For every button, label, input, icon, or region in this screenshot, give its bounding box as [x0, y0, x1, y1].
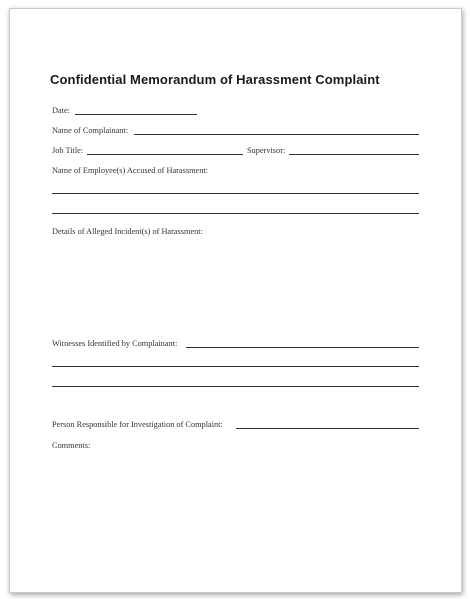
- accused-line-1[interactable]: [52, 193, 419, 194]
- comments-label: Comments:: [52, 441, 91, 450]
- details-label: Details of Alleged Incident(s) of Harassment:: [52, 227, 203, 236]
- job-title-label: Job Title:: [52, 146, 84, 155]
- supervisor-label: Supervisor:: [247, 146, 286, 155]
- witnesses-line-2[interactable]: [52, 366, 419, 367]
- job-title-line[interactable]: [87, 154, 243, 155]
- document-page: [9, 8, 462, 593]
- complainant-line[interactable]: [134, 134, 419, 135]
- supervisor-line[interactable]: [289, 154, 419, 155]
- accused-line-2[interactable]: [52, 213, 419, 214]
- complainant-label: Name of Complainant:: [52, 126, 129, 135]
- responsible-line[interactable]: [236, 428, 419, 429]
- responsible-label: Person Responsible for Investigation of Complaint:: [52, 420, 223, 429]
- memo-title: Confidential Memorandum of Harassment Complaint: [50, 72, 380, 87]
- witnesses-line-1[interactable]: [186, 347, 419, 348]
- accused-label: Name of Employee(s) Accused of Harassment:: [52, 166, 208, 175]
- witnesses-line-3[interactable]: [52, 386, 419, 387]
- date-label: Date:: [52, 106, 70, 115]
- witnesses-label: Witnesses Identified by Complainant:: [52, 339, 178, 348]
- date-line[interactable]: [75, 114, 197, 115]
